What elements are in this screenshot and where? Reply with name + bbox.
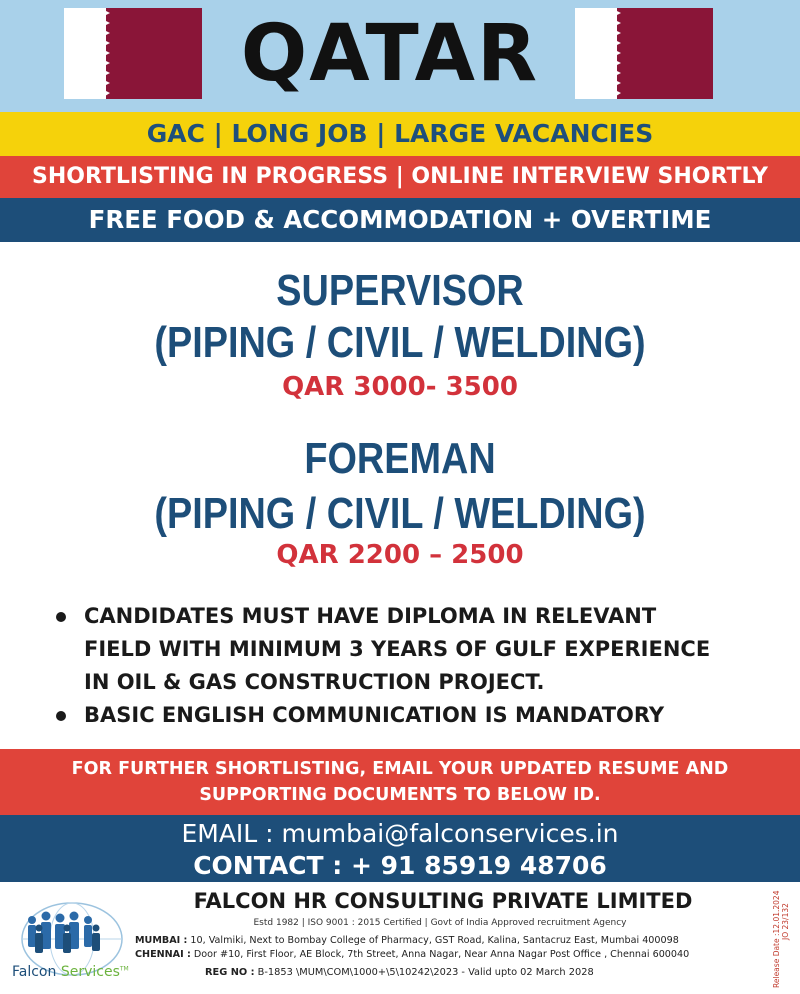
- contact-band: [0, 815, 800, 882]
- status-band: SHORTLISTING IN PROGRESS | ONLINE INTERVIEW SHORTLY: [0, 156, 800, 198]
- page-title: QATAR: [240, 9, 540, 99]
- certifications: Estd 1982 | ISO 9001 : 2015 Certified | Govt of India Approved recruitment Agency: [253, 918, 627, 928]
- chennai-address: CHENNAI : Door #10, First Floor, AE Block, 7th Street, Anna Nagar, Near Anna Nagar Post Office , Chennai 600040: [135, 949, 690, 960]
- footer: [0, 882, 800, 994]
- highlights-band: GAC | LONG JOB | LARGE VACANCIES: [0, 112, 800, 156]
- cta-line: FOR FURTHER SHORTLISTING, EMAIL YOUR UPDATED RESUME AND: [71, 759, 729, 779]
- phone-link[interactable]: CONTACT : + 91 85919 48706: [193, 851, 607, 880]
- list-item: BASIC ENGLISH COMMUNICATION IS MANDATORY: [54, 699, 774, 732]
- salary-foreman: QAR 2200 – 2500: [276, 540, 524, 570]
- company-name: FALCON HR CONSULTING PRIVATE LIMITED: [193, 889, 693, 913]
- list-item: CANDIDATES MUST HAVE DIPLOMA IN RELEVANT FIELD WITH MINIMUM 3 YEARS OF GULF EXPERIENCE IN OIL & GAS CONSTRUCTION PROJECT.: [54, 600, 774, 699]
- email-link[interactable]: EMAIL : mumbai@falconservices.in: [181, 819, 619, 848]
- release-info: [770, 888, 790, 992]
- job-title-foreman: FOREMAN: [304, 434, 496, 483]
- qatar-flag-icon: [575, 8, 713, 99]
- logo-text: Falcon Services™: [12, 964, 129, 980]
- bullet-icon: [56, 612, 66, 622]
- benefits-band: FREE FOOD & ACCOMMODATION + OVERTIME: [0, 198, 800, 242]
- cta-line: SUPPORTING DOCUMENTS TO BELOW ID.: [199, 785, 601, 805]
- mumbai-address: MUMBAI : 10, Valmiki, Next to Bombay College of Pharmacy, GST Road, Kalina, Santacruz East, Mumbai 400098: [135, 935, 679, 946]
- header-banner: [0, 0, 800, 112]
- jo-number: JO 23/132: [781, 903, 790, 940]
- release-date: Release Date :12.01.2024: [772, 890, 781, 988]
- bullet-icon: [56, 711, 66, 721]
- registration-number: REG NO : B-1853 \MUM\COM\1000+\5\10242\2023 - Valid upto 02 March 2028: [205, 967, 594, 978]
- job-trades-supervisor: (PIPING / CIVIL / WELDING): [154, 318, 646, 367]
- qatar-flag-icon: [64, 8, 202, 99]
- job-title-supervisor: SUPERVISOR: [276, 266, 524, 315]
- salary-supervisor: QAR 3000- 3500: [282, 372, 518, 402]
- job-trades-foreman: (PIPING / CIVIL / WELDING): [154, 489, 646, 538]
- cta-band: [0, 749, 800, 815]
- requirements-list: [54, 600, 774, 732]
